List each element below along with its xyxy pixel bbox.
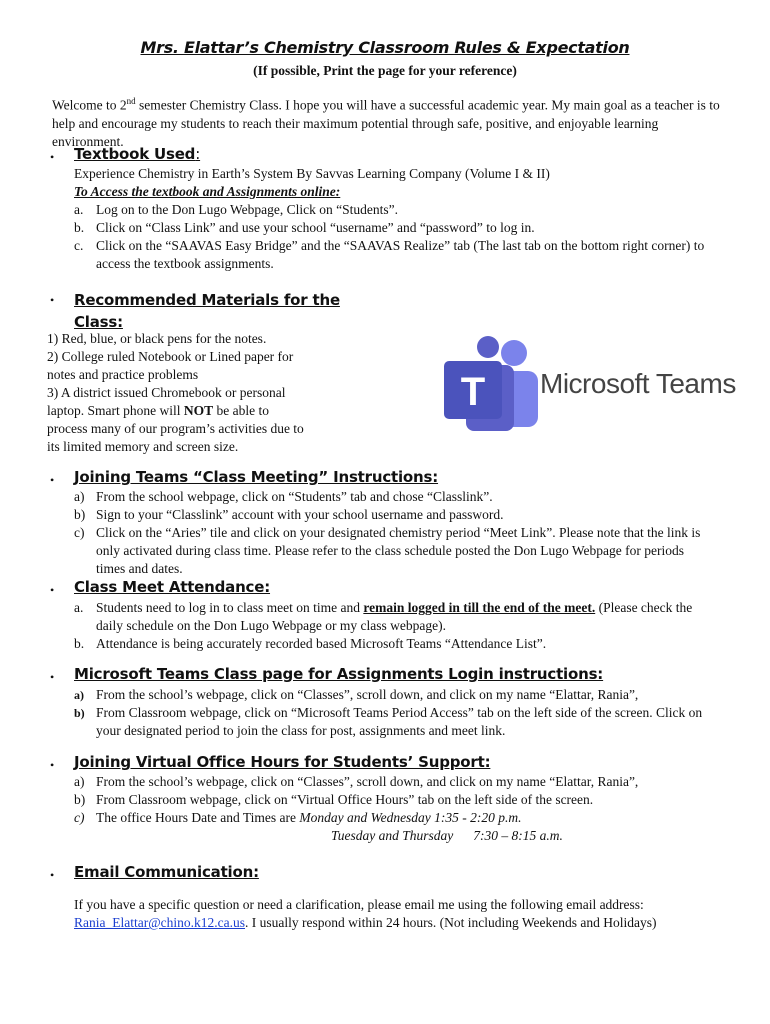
bullet-email: •: [50, 868, 55, 882]
page-subtitle: (If possible, Print the page for your reference): [253, 63, 517, 78]
attendance-a-emphasis: remain logged in till the end of the meet.: [363, 600, 596, 615]
bullet-joining: •: [50, 473, 55, 487]
list-item-text: Attendance is being accurately recorded based Microsoft Teams “Attendance List”.: [96, 636, 547, 651]
materials-line-3: notes and practice problems: [47, 367, 199, 382]
list-item: [74, 524, 714, 578]
list-item-text: From the school’s webpage, click on “Classes”, scroll down, and click on my name “Elattar, Rania”,: [96, 774, 639, 789]
teams-icon: [436, 333, 546, 445]
list-item: [74, 809, 714, 827]
list-item-text: Click on the “SAAVAS Easy Bridge” and the “SAAVAS Realize” tab (The last tab on the bottom right corner) to access the textbook assignments.: [96, 238, 705, 271]
attendance-a-end: (Please check the daily schedule on the Don Lugo Webpage or my class webpage).: [96, 600, 693, 633]
list-item-label: c): [74, 525, 85, 540]
materials-heading-line1: Recommended Materials for the: [74, 291, 340, 309]
section-heading-msteams: Microsoft Teams Class page for Assignments Login instructions:: [74, 665, 604, 683]
materials-line-4: 3) A district issued Chromebook or personal: [47, 385, 286, 400]
list-item-text: [96, 809, 714, 827]
intro-superscript: nd: [126, 96, 136, 106]
textbook-heading-colon: :: [195, 145, 201, 163]
list-item: [74, 773, 714, 791]
bullet-textbook: •: [50, 150, 55, 164]
bullet-msteams: •: [50, 670, 55, 684]
list-item: [74, 201, 714, 219]
section-heading-textbook: [74, 145, 200, 163]
office-hours-intro: The office Hours Date and Times are: [96, 810, 296, 825]
email-paragraph: [74, 896, 724, 932]
section-heading-office-hours: Joining Virtual Office Hours for Students’ Support:: [74, 753, 491, 771]
attendance-a-text: Students need to log in to class meet on time and: [96, 600, 364, 615]
list-item-text: Sign to your “Classlink” account with your school username and password.: [96, 507, 504, 522]
list-item: [74, 219, 714, 237]
list-item-label: a): [74, 774, 85, 789]
list-item: [74, 791, 714, 809]
list-item-text: Click on “Class Link” and use your school “username” and “password” to log in.: [96, 220, 535, 235]
list-item: [74, 237, 714, 273]
textbook-access-heading: To Access the textbook and Assignments online:: [74, 184, 341, 199]
materials-line-2: 2) College ruled Notebook or Lined paper for: [47, 349, 294, 364]
svg-text:T: T: [460, 370, 486, 414]
bullet-office-hours: •: [50, 758, 55, 772]
list-item-label: b): [74, 706, 85, 720]
list-item-label: b.: [74, 220, 85, 235]
list-item: [74, 599, 714, 635]
section-heading-joining: Joining Teams “Class Meeting” Instructions:: [74, 468, 439, 486]
materials-line-7: its limited memory and screen size.: [47, 439, 239, 454]
list-item-text: [96, 599, 714, 635]
list-item: [74, 686, 714, 704]
list-item-label: b): [74, 507, 86, 522]
materials-not-emphasis: NOT: [183, 403, 214, 418]
materials-line-5-end: be able to: [213, 403, 269, 418]
list-item-label: c): [74, 810, 85, 825]
list-item-label: a.: [74, 202, 84, 217]
textbook-heading-text: Textbook Used: [74, 145, 196, 163]
materials-heading-line2: Class:: [74, 313, 123, 331]
bullet-attendance: •: [50, 583, 55, 597]
list-item-label: a.: [74, 600, 84, 615]
list-item-label: b): [74, 792, 86, 807]
list-item-label: a): [74, 489, 85, 504]
list-item: [74, 506, 714, 524]
list-item: [74, 488, 714, 506]
list-item-text: Log on to the Don Lugo Webpage, Click on “Students”.: [96, 202, 398, 217]
list-item-label: a): [74, 688, 84, 702]
materials-line-1: 1) Red, blue, or black pens for the notes.: [47, 331, 267, 346]
textbook-title: Experience Chemistry in Earth’s System By Savvas Learning Company (Volume I & II): [74, 166, 550, 181]
office-hours-schedule-1: Monday and Wednesday 1:35 - 2:20 p.m.: [299, 810, 522, 825]
materials-line-5-text: laptop. Smart phone will: [47, 403, 184, 418]
list-item-text: From Classroom webpage, click on “Microsoft Teams Period Access” tab on the left side of the screen. Click on your designated period to join the class for post, assignments and meet link.: [96, 705, 703, 738]
intro-text-rest: semester Chemistry Class. I hope you will have a successful academic year. My main goal as a teacher is to help and encourage my students to reach their maximum potential through safe, positive, and enjoyable learning environment.: [52, 97, 720, 149]
bullet-materials: •: [50, 293, 55, 307]
email-link[interactable]: Rania_Elattar@chino.k12.ca.us: [74, 915, 246, 930]
office-hours-time: 7:30 – 8:15 a.m.: [473, 828, 563, 843]
materials-line-5: [47, 402, 269, 420]
office-hours-days: Tuesday and Thursday: [331, 828, 454, 843]
section-heading-materials: [74, 289, 340, 333]
list-item-text: From the school webpage, click on “Students” tab and chose “Classlink”.: [96, 489, 493, 504]
office-hours-schedule-2: [331, 827, 563, 845]
intro-paragraph: [52, 92, 722, 151]
email-after: . I usually respond within 24 hours. (Not including Weekends and Holidays): [245, 915, 657, 930]
list-item-label: c.: [74, 238, 84, 253]
section-heading-attendance: Class Meet Attendance:: [74, 578, 271, 596]
intro-text-start: Welcome to 2: [52, 97, 127, 113]
page-title: Mrs. Elattar’s Chemistry Classroom Rules & Expectation: [140, 38, 630, 57]
list-item-text: Click on the “Aries” tile and click on your designated chemistry period “Meet Link”. Please note that the link is only activated during class time. Please refer to the class schedule posted the Don Lugo Webpage for periods times and dates.: [96, 525, 701, 576]
materials-line-6: process many of our program’s activities due to: [47, 421, 304, 436]
list-item: [74, 635, 714, 653]
list-item-text: From the school’s webpage, click on “Classes”, scroll down, and click on my name “Elattar, Rania”,: [96, 687, 639, 702]
microsoft-teams-wordmark: Microsoft Teams: [540, 368, 736, 399]
section-heading-email: Email Communication:: [74, 863, 259, 881]
list-item: [74, 704, 714, 740]
list-item-label: b.: [74, 636, 85, 651]
email-intro: If you have a specific question or need a clarification, please email me using the following email address:: [74, 897, 644, 912]
list-item-text: From Classroom webpage, click on “Virtual Office Hours” tab on the left side of the screen.: [96, 792, 594, 807]
